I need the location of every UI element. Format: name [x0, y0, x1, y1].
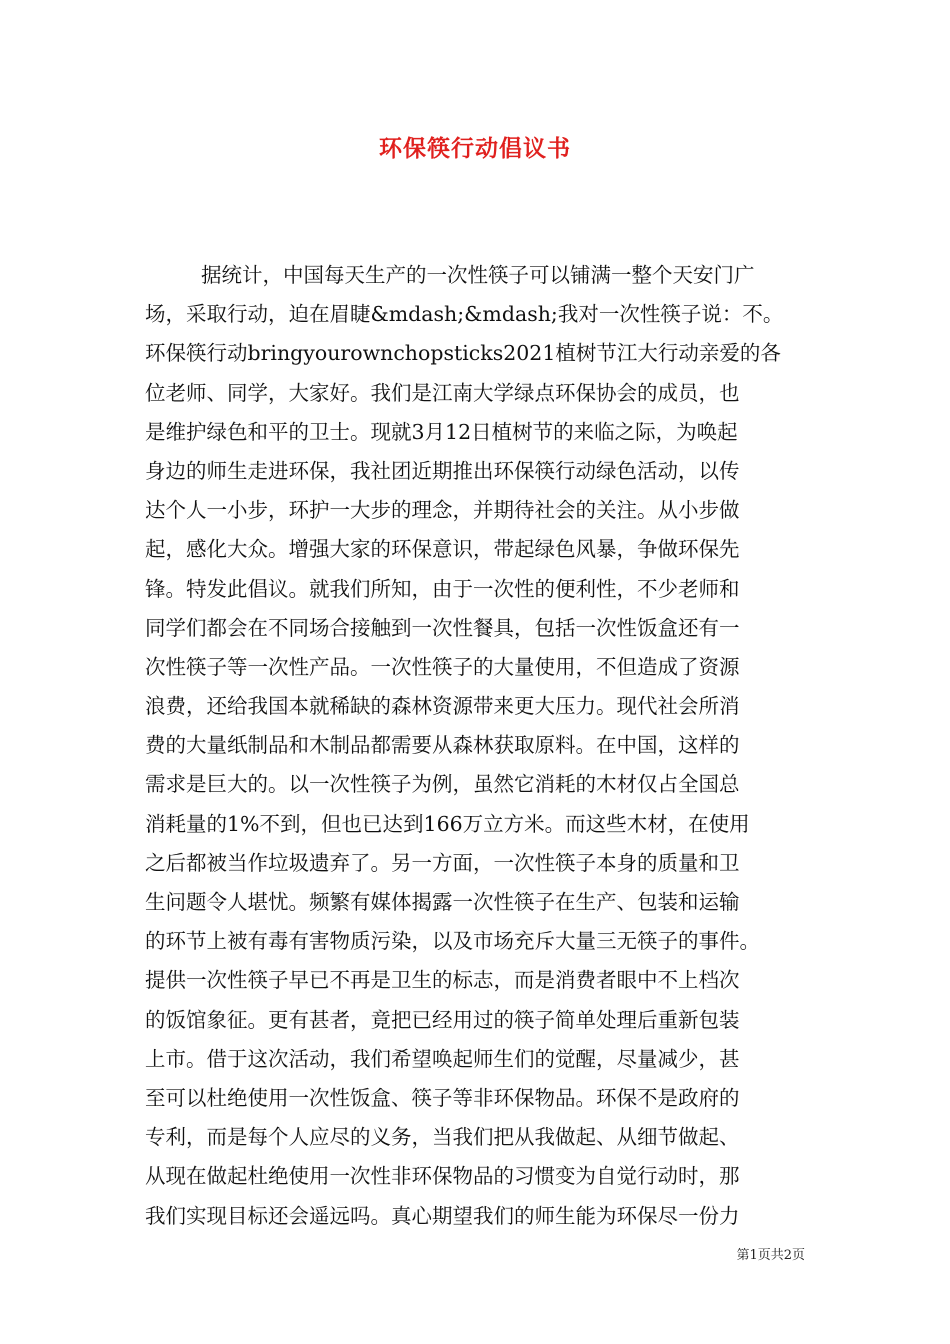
page-number: 第1页共2页 [736, 1248, 805, 1263]
text-line: 是维护绿色和平的卫士。现就3月12日植树节的来临之际，为唤起 [145, 419, 738, 444]
text-line: 据统计，中国每天生产的一次性筷子可以铺满一整个天安门广 [201, 263, 755, 287]
text-line: 专利，而是每个人应尽的义务，当我们把从我做起、从细节做起、 [145, 1125, 740, 1150]
text-line: 次性筷子等一次性产品。一次性筷子的大量使用，不但造成了资源 [145, 654, 740, 679]
text-line: 费的大量纸制品和木制品都需要从森林获取原料。在中国，这样的 [145, 733, 740, 758]
text-line: 上市。借于这次活动，我们希望唤起师生们的觉醒，尽量减少，甚 [145, 1046, 740, 1071]
text-line: 的饭馆象征。更有甚者，竟把已经用过的筷子简单处理后重新包装 [145, 1007, 740, 1032]
text-line: 锋。特发此倡议。就我们所知，由于一次性的便利性，不少老师和 [145, 576, 740, 601]
text-line: 提供一次性筷子早已不再是卫生的标志，而是消费者眼中不上档次 [145, 968, 740, 993]
text-line: 我们实现目标还会遥远吗。真心期望我们的师生能为环保尽一份力 [145, 1203, 740, 1228]
text-line: 起，感化大众。增强大家的环保意识，带起绿色风暴，争做环保先 [145, 537, 740, 562]
text-line: 至可以杜绝使用一次性饭盒、筷子等非环保物品。环保不是政府的 [145, 1085, 740, 1110]
text-line: 位老师、同学，大家好。我们是江南大学绿点环保协会的成员，也 [145, 380, 740, 405]
text-line: 消耗量的1%不到，但也已达到166万立方米。而这些木材，在使用 [145, 811, 750, 836]
text-line: 需求是巨大的。以一次性筷子为例，虽然它消耗的木材仅占全国总 [145, 772, 740, 797]
text-line: 身边的师生走进环保，我社团近期推出环保筷行动绿色活动，以传 [145, 458, 740, 483]
text-line: 达个人一小步，环护一大步的理念，并期待社会的关注。从小步做 [145, 498, 740, 523]
text-line: 的环节上被有毒有害物质污染，以及市场充斥大量三无筷子的事件。 [145, 929, 760, 954]
text-line: 环保筷行动bringyourownchopsticks2021植树节江大行动亲爱的各 [145, 341, 781, 366]
text-line: 之后都被当作垃圾遗弃了。另一方面，一次性筷子本身的质量和卫 [145, 850, 740, 875]
body-paragraph [145, 256, 817, 1236]
text-line: 场，采取行动，迫在眉睫&mdash;&mdash;我对一次性筷子说：不。 [145, 302, 784, 327]
page-title: 环保筷行动倡议书 [379, 135, 571, 162]
text-line: 同学们都会在不同场合接触到一次性餐具，包括一次性饭盒还有一 [145, 615, 740, 640]
text-line: 生问题令人堪忧。频繁有媒体揭露一次性筷子在生产、包装和运输 [145, 890, 740, 914]
text-line: 浪费，还给我国本就稀缺的森林资源带来更大压力。现代社会所消 [145, 694, 740, 719]
text-line: 从现在做起杜绝使用一次性非环保物品的习惯变为自觉行动时，那 [145, 1164, 740, 1189]
